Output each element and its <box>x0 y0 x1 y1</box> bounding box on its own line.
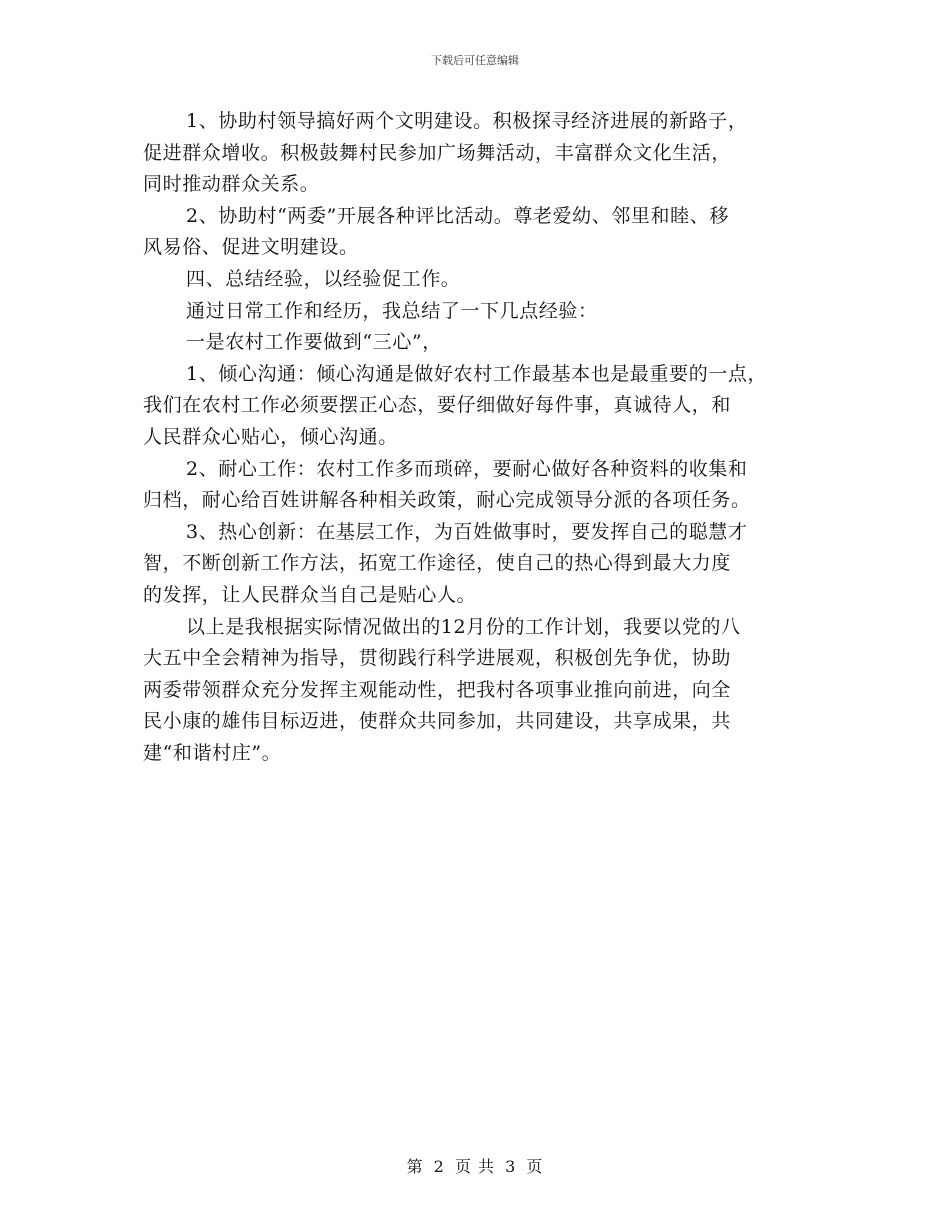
text-line: 2、耐心工作：农村工作多而琐碎，要耐心做好各种资料的收集和 <box>186 457 748 480</box>
text-line: 建“和谐村庄”。 <box>143 741 282 764</box>
text-line: 通过日常工作和经历，我总结了一下几点经验： <box>186 299 598 322</box>
text-line: 1、倾心沟通：倾心沟通是做好农村工作最基本也是最重要的一点， <box>186 362 768 385</box>
section-heading: 四、总结经验，以经验促工作。 <box>186 267 461 290</box>
page-header <box>0 52 950 68</box>
download-edit-note: 下载后可任意编辑 <box>431 54 519 67</box>
text-line: 1、协助村领导搞好两个文明建设。积极探寻经济进展的新路子， <box>186 110 748 132</box>
text-line: 大五中全会精神为指导，贯彻践行科学进展观，积极创先争优，协助 <box>143 647 732 670</box>
page-number-footer <box>0 1154 950 1177</box>
text-line: 我们在农村工作必须要摆正心态，要仔细做好每件事，真诚待人，和 <box>143 394 732 417</box>
document-body <box>143 106 823 769</box>
page-middle-text: 页 共 <box>454 1157 496 1176</box>
text-line: 民小康的雄伟目标迈进，使群众共同参加，共同建设，共享成果，共 <box>143 710 732 733</box>
text-line: 人民群众心贴心，倾心沟通。 <box>143 425 398 448</box>
text-line: 智，不断创新工作方法，拓宽工作途径，使自己的热心得到最大力度 <box>143 552 732 575</box>
text-line: 促进群众增收。积极鼓舞村民参加广场舞活动，丰富群众文化生活， <box>143 141 732 164</box>
text-line: 两委带领群众充分发挥主观能动性，把我村各项事业推向前进，向全 <box>143 678 732 701</box>
total-page-count: 3 <box>505 1157 517 1176</box>
page-prefix: 第 <box>406 1157 424 1176</box>
text-line: 3、热心创新：在基层工作，为百姓做事时，要发挥自己的聪慧才 <box>186 520 748 543</box>
text-line: 一是农村工作要做到“三心”， <box>186 331 442 354</box>
text-line: 风易俗、促进文明建设。 <box>143 236 359 259</box>
text-line: 归档，耐心给百姓讲解各种相关政策，耐心完成领导分派的各项任务。 <box>143 489 751 512</box>
page-suffix: 页 <box>526 1157 544 1176</box>
text-line: 的发挥，让人民群众当自己是贴心人。 <box>143 583 477 606</box>
text-line: 2、协助村“两委”开展各种评比活动。尊老爱幼、邻里和睦、移 <box>186 204 729 227</box>
text-line: 以上是我根据实际情况做出的12月份的工作计划，我要以党的八 <box>186 615 741 638</box>
current-page-number: 2 <box>433 1157 445 1176</box>
text-line: 同时推动群众关系。 <box>143 173 320 196</box>
